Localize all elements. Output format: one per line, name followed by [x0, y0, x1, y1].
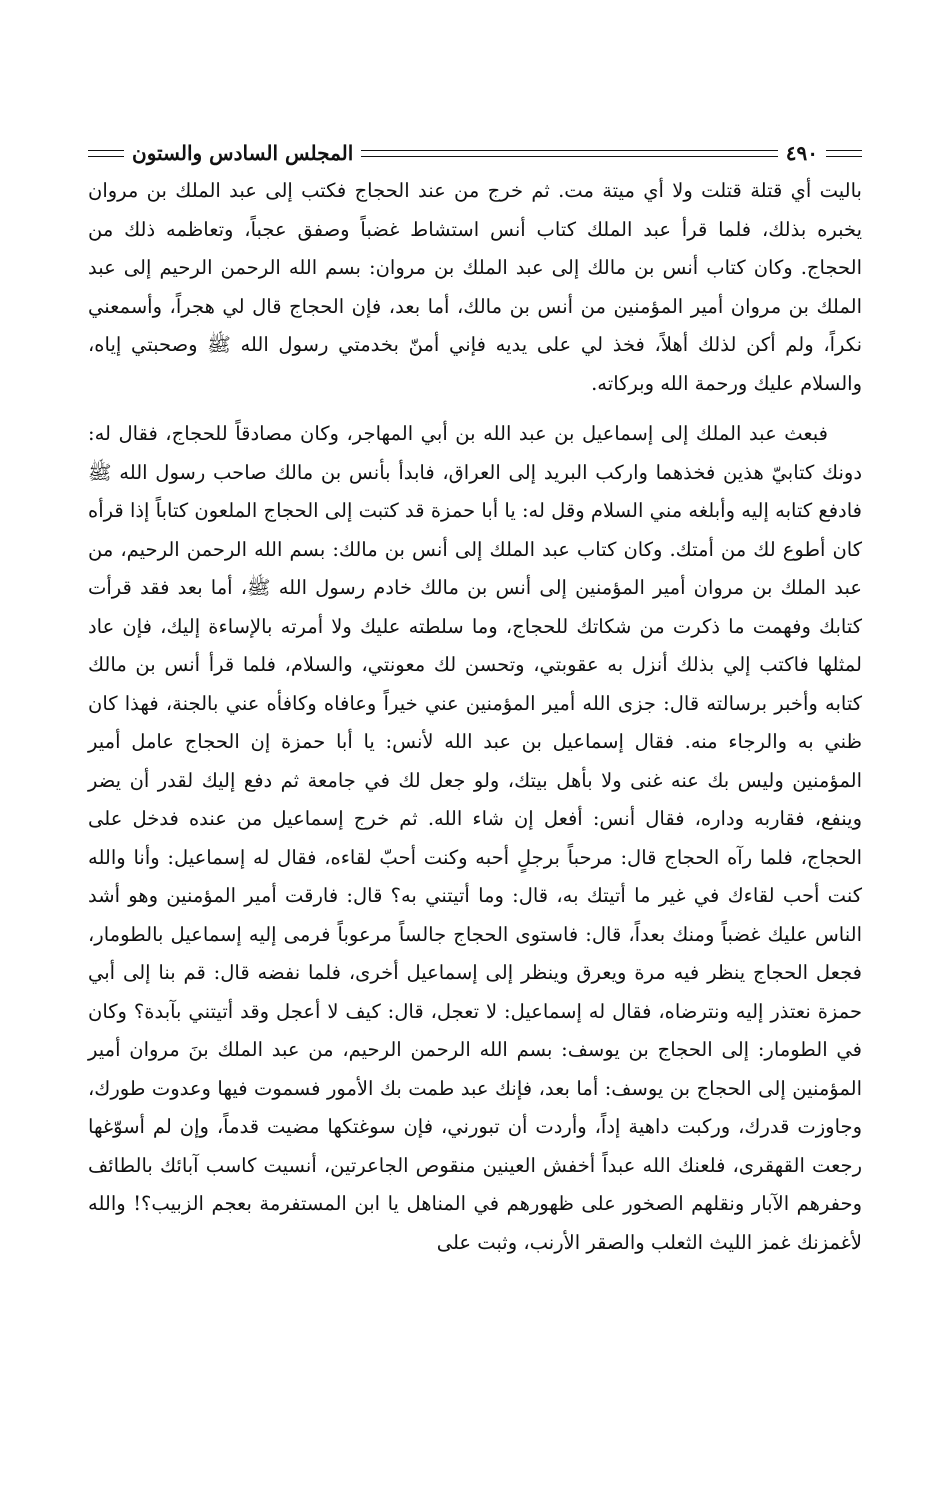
paragraph-1: باليت أي قتلة قتلت ولا أي ميتة مت. ثم خرج من عند الحجاج فكتب إلى عبد الملك بن مروان يخبره بذلك، فلما قرأ عبد الملك كتاب أنس استشاط غضباً وصفق عجباً، وتعاظمه ذلك من الحجاج. وكان كتاب أنس بن مالك إلى عبد الملك بن مروان: بسم الله الرحمن الرحيم إلى عبد الملك بن مروان أمير المؤمنين من أنس بن مالك، أما بعد، فإن الحجاج قال لي هجراً، وأسمعني نكراً، ولم أكن لذلك أهلاً، فخذ لي على يديه فإني أمنّ بخدمتي رسول الله ﷺ وصحبتي إياه، والسلام عليك ورحمة الله وبركاته.: [88, 179, 862, 395]
chapter-title: المجلس السادس والستون: [132, 141, 354, 165]
running-header: [88, 135, 862, 171]
page-number: ٤٩٠: [785, 141, 818, 165]
header-rule-middle: [361, 150, 777, 157]
header-rule-left: [88, 150, 124, 157]
body-text: [88, 172, 862, 1262]
header-rule-right: [826, 150, 862, 157]
paragraph-2: فبعث عبد الملك إلى إسماعيل بن عبد الله بن أبي المهاجر، وكان مصادقاً للحجاج، فقال له: دونك كتابيّ هذين فخذهما واركب البريد إلى العراق، فابدأ بأنس بن مالك صاحب رسول الله ﷺ فادفع كتابه إليه وأبلغه مني السلام وقل له: يا أبا حمزة قد كتبت إلى الحجاج الملعون كتاباً إذا قرأه كان أطوع لك من أمتك. وكان كتاب عبد الملك إلى أنس بن مالك: بسم الله الرحمن الرحيم، من عبد الملك بن مروان أمير المؤمنين إلى أنس بن مالك خادم رسول الله ﷺ، أما بعد فقد قرأت كتابك وفهمت ما ذكرت من شكاتك للحجاج، وما سلطته عليك ولا أمرته بالإساءة إليك، فإن عاد لمثلها فاكتب إلي بذلك أنزل به عقوبتي، وتحسن لك معونتي، والسلام، فلما قرأ أنس بن مالك كتابه وأخبر برسالته قال: جزى الله أمير المؤمنين عني خيراً وعافاه وكافأه عني بالجنة، فهذا كان ظني به والرجاء منه. فقال إسماعيل بن عبد الله لأنس: يا أبا حمزة إن الحجاج عامل أمير المؤمنين وليس بك عنه غنى ولا بأهل بيتك، ولو جعل لك في جامعة ثم دفع إليك لقدر أن يضر وينفع، فقاربه وداره، فقال أنس: أفعل إن شاء الله. ثم خرج إسماعيل من عنده فدخل على الحجاج، فلما رآه الحجاج قال: مرحباً برجلٍ أحبه وكنت أحبّ لقاءه، فقال له إسماعيل: وأنا والله كنت أحب لقاءك في غير ما أتيتك به، قال: وما أتيتني به؟ قال: فارقت أمير المؤمنين وهو أشد الناس عليك غضباً ومنك بعداً، قال: فاستوى الحجاج جالساً مرعوباً فرمى إليه إسماعيل بالطومار، فجعل الحجاج ينظر فيه مرة ويعرق وينظر إلى إسماعيل أخرى، فلما نفضه قال: قم بنا إلى أبي حمزة نعتذر إليه ونترضاه، فقال له إسماعيل: لا تعجل، قال: كيف لا أعجل وقد أتيتني بآبدة؟ وكان في الطومار: إلى الحجاج بن يوسف: بسم الله الرحمن الرحيم، من عبد الملك بنَ مروان أمير المؤمنين إلى الحجاج بن يوسف: أما بعد، فإنك عبد طمت بك الأمور فسموت فيها وعدوت طورك، وجاوزت قدرك، وركبت داهية إداً، وأردت أن تبورني، فإن سوغتكها مضيت قدماً، وإن لم أسوّغها رجعت القهقرى، فلعنك الله عبداً أخفش العينين منقوص الجاعرتين، أنسيت كاسب آبائك بالطائف وحفرهم الآبار ونقلهم الصخور على ظهورهم في المناهل يا ابن المستفرمة بعجم الزبيب؟! والله لأغمزنك غمز الليث الثعلب والصقر الأرنب، وثبت على: [88, 422, 862, 1254]
